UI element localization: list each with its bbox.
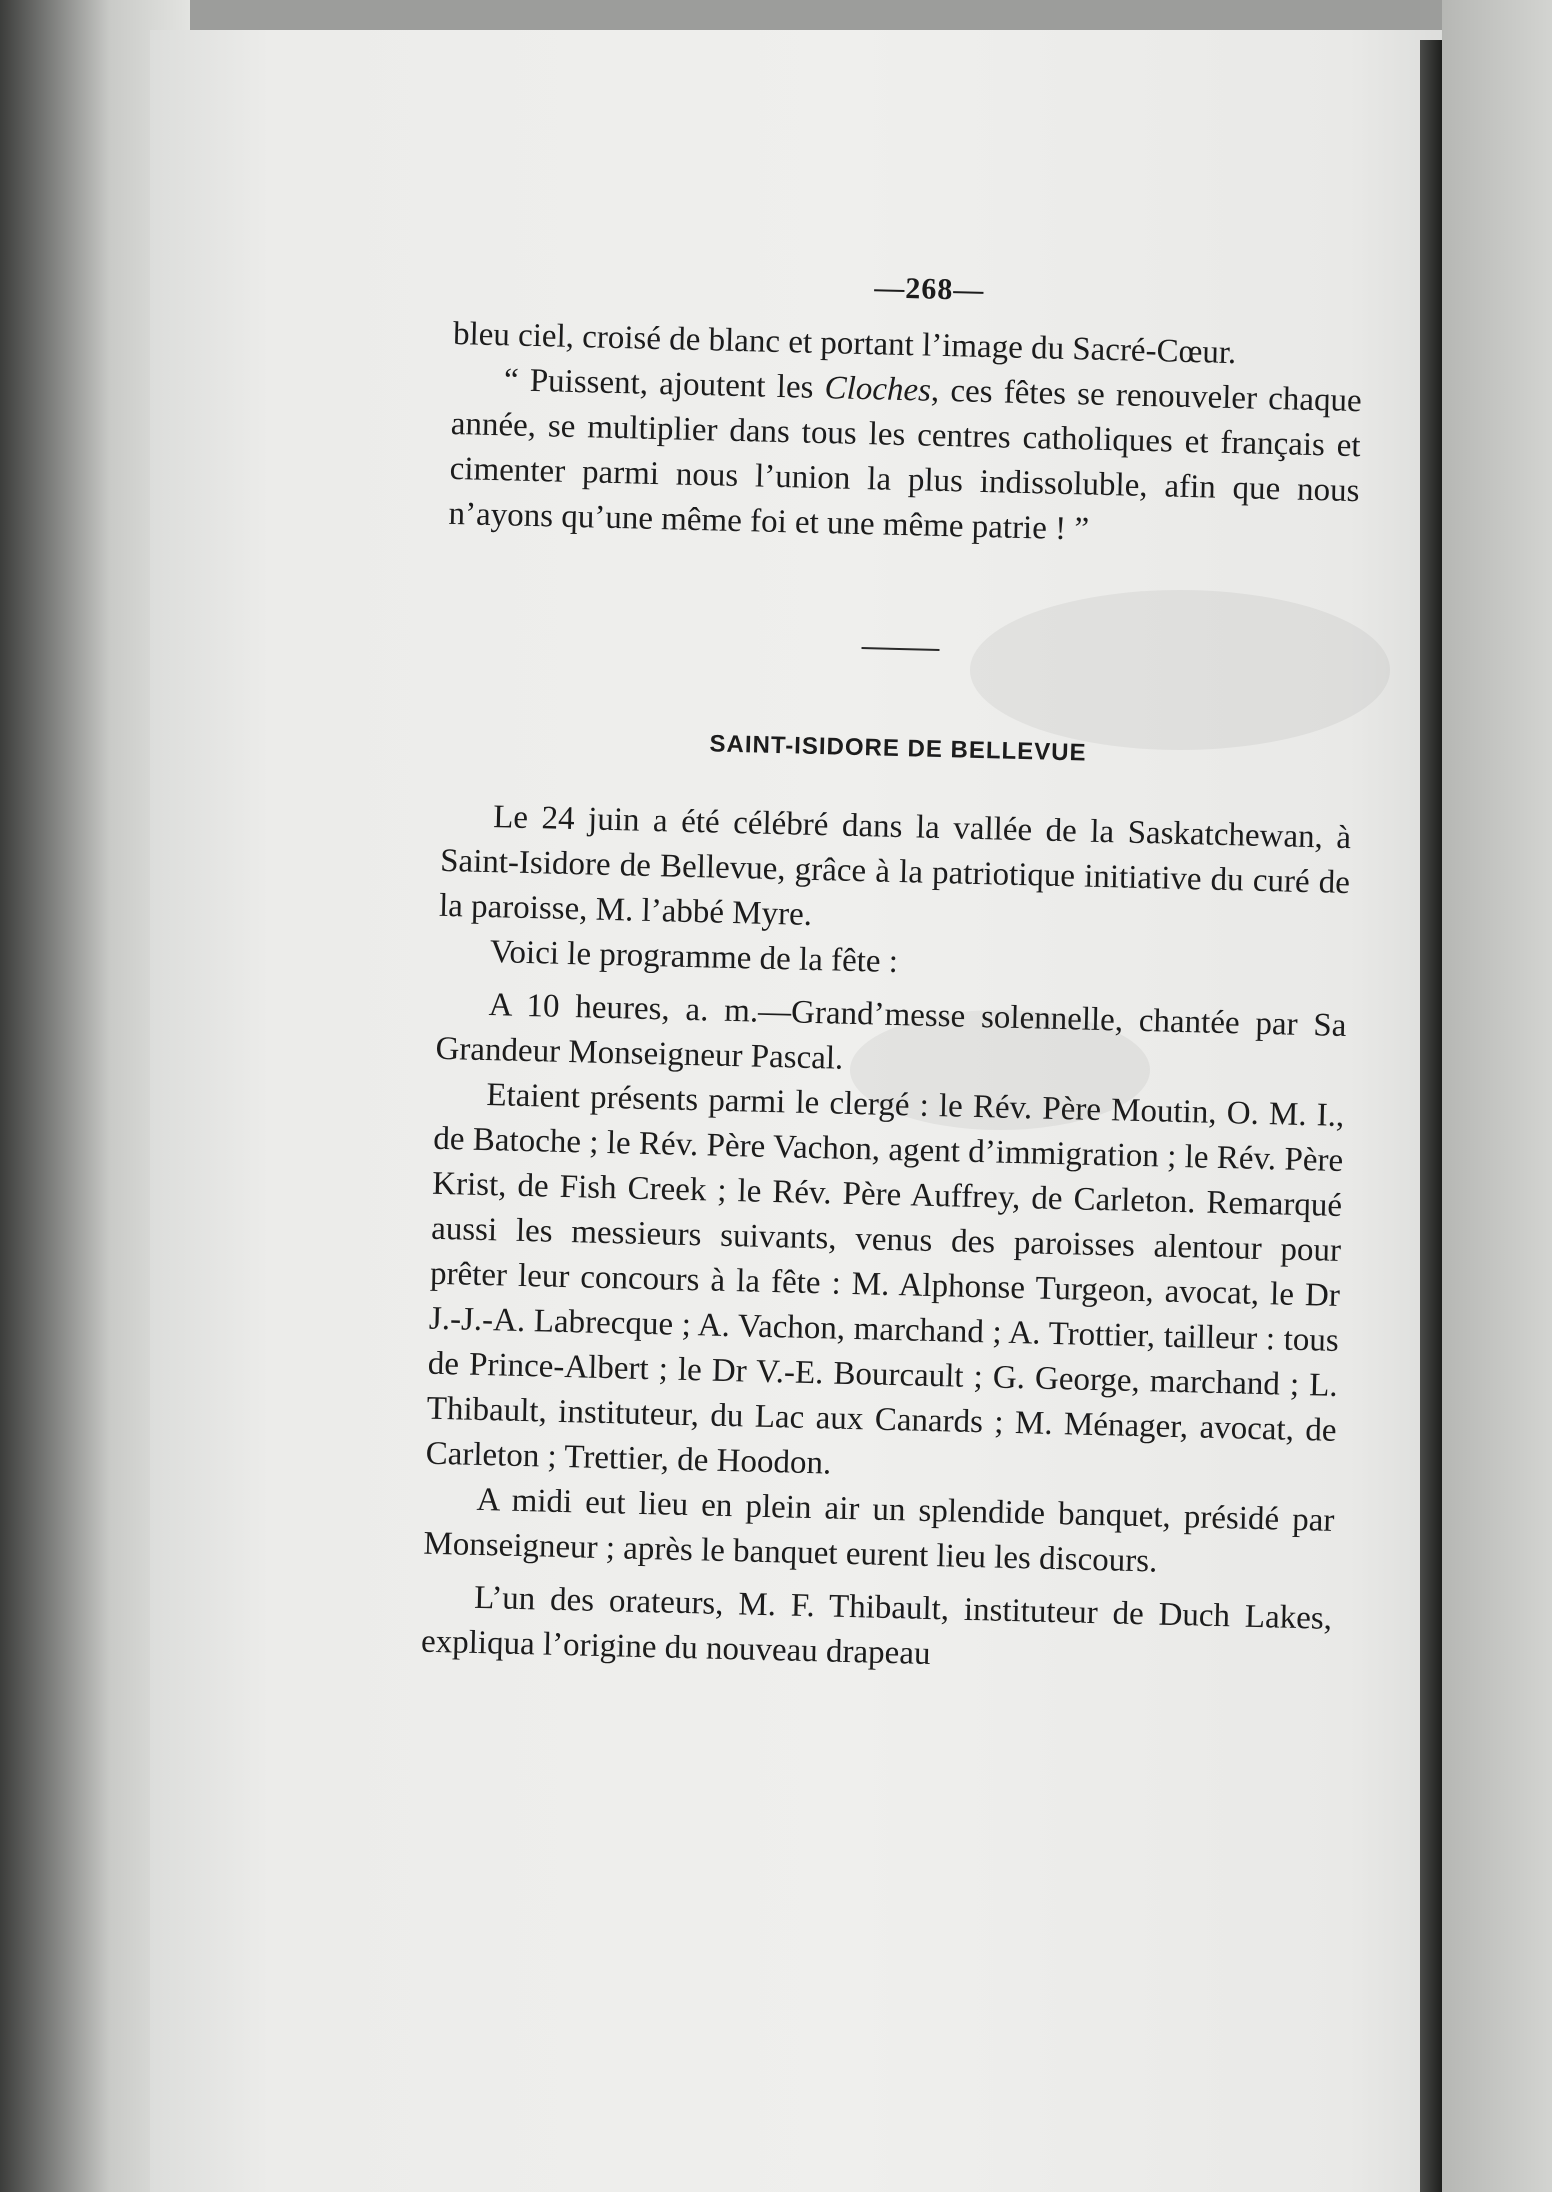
book-spine	[1420, 40, 1442, 2192]
paragraph: Le 24 juin a été célébré dans la vallée de la Saskatchewan, à Saint-Isidore de Bellevue, grâce à la patriotique initiative du curé de la paroisse, M. l’abbé Myre.	[438, 799, 1352, 933]
section-heading: SAINT-ISIDORE DE BELLEVUE	[709, 730, 1087, 767]
paragraph: Voici le programme de la fête :	[489, 934, 899, 981]
paragraph: L’un des orateurs, M. F. Thibault, instituteur de Duch Lakes, expliqua l’origine du nouveau drapeau	[420, 1579, 1333, 1673]
quote-text: “ Puissent, ajoutent les Cloches, ces fêtes se renouveler chaque année, se multiplier dans tous les centres catholiques et français et cimenter parmi nous l’union la plus indissoluble, afin que nous n’ayons qu’une même foi et une même patrie ! ”	[448, 362, 1363, 548]
facing-page-edge	[1442, 0, 1552, 2192]
page-number: —268—	[873, 271, 985, 307]
page-text	[421, 255, 1365, 1687]
paragraph: A 10 heures, a. m.—Grand’messe solennelle, chantée par Sa Grandeur Monseigneur Pascal.	[435, 987, 1347, 1077]
quote-paragraph	[448, 357, 1362, 559]
paragraph: Etaient présents parmi le clergé : le Rév. Père Moutin, O. M. I., de Batoche ; le Rév. Père Vachon, agent d’immigration ; le Rév. Père Krist, de Fish Creek ; le Rév. Père Auffrey, de Carleton. Remarqué aussi les messieurs suivants, venus des paroisses alentour pour prêter leur concours à la fête : M. Alphonse Turgeon, avocat, le Dr J.-J.-A. Labrecque ; A. Vachon, marchand ; A. Trottier, tailleur : tous de Prince-Albert ; le Dr V.-E. Bourcault ; G. George, marchand ; L. Thibault, instituteur, du Lac aux Canards ; M. Ménager, avocat, de Carleton ; Trettier, de Hoodon.	[425, 1077, 1345, 1482]
section-divider	[861, 647, 939, 651]
italic-title: Cloches	[824, 370, 932, 409]
paragraph: bleu ciel, croisé de blanc et portant l’image du Sacré-Cœur.	[452, 315, 1237, 372]
paragraph: A midi eut lieu en plein air un splendide banquet, présidé par Monseigneur ; après le banquet eurent lieu les discours.	[423, 1481, 1335, 1580]
